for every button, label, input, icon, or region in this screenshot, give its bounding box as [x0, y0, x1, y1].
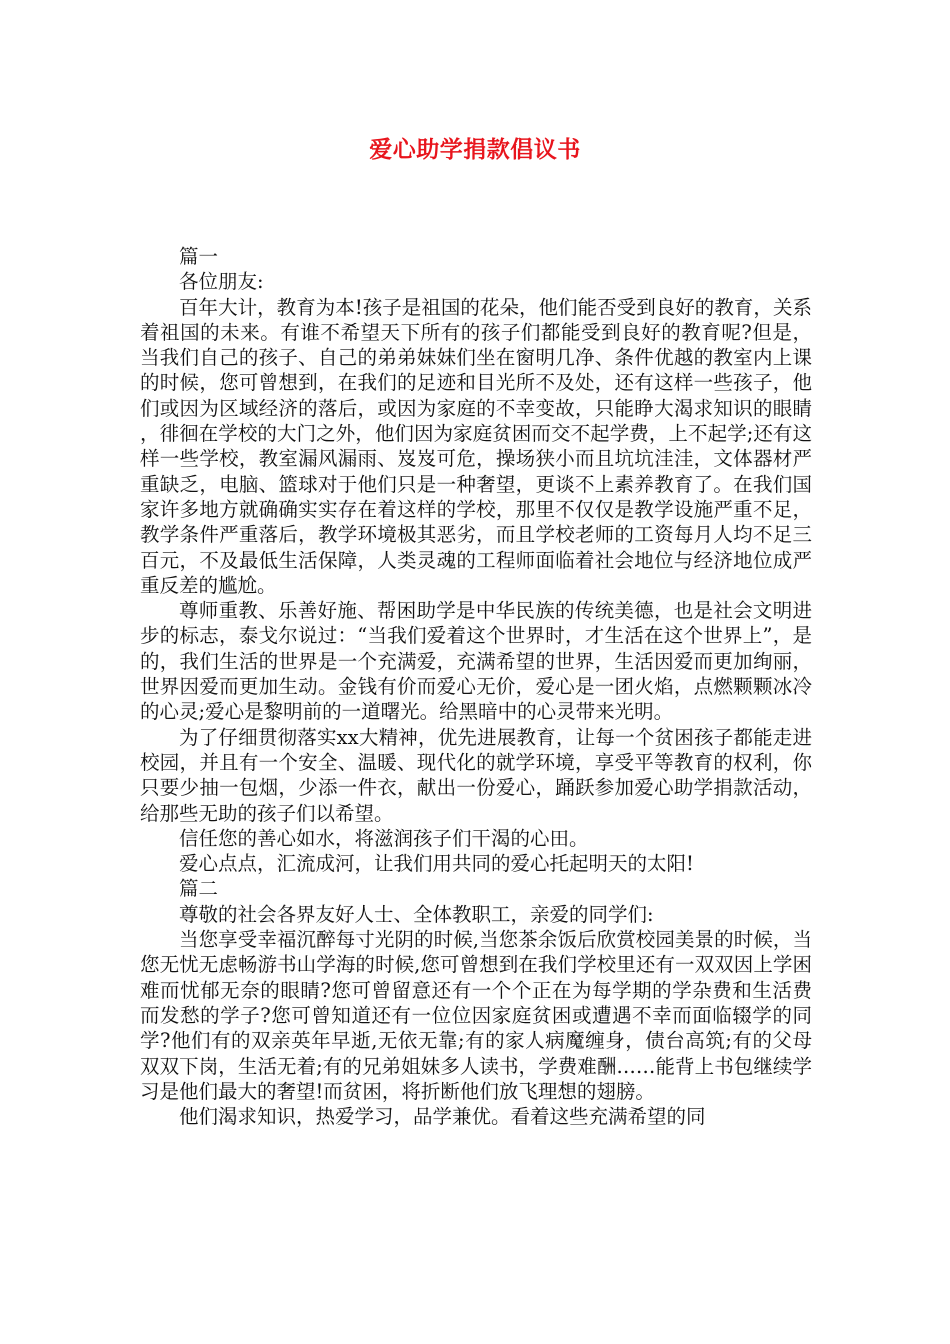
salutation-1: 各位朋友:	[179, 270, 264, 294]
section-heading-2: 篇二	[179, 877, 219, 901]
document-body	[140, 244, 812, 1129]
paragraph-2: 尊师重教、乐善好施、帮困助学是中华民族的传统美德，也是社会文明进步的标志，泰戈尔说过：“当我们爱着这个世界时，才生活在这个世界上”，是的，我们生活的世界是一个充满爱，充满希望的世界，生活因爱而更加绚丽，世界因爱而更加生动。金钱有价而爱心无价，爱心是一团火焰，点燃颗颗冰冷的心灵;爱心是黎明前的一道曙光。给黑暗中的心灵带来光明。	[140, 599, 812, 724]
section-heading-1: 篇一	[179, 245, 219, 268]
document-title: 爱心助学捐款倡议书	[369, 137, 581, 163]
salutation-2: 尊敬的社会各界友好人士、全体教职工，亲爱的同学们:	[179, 902, 654, 926]
paragraph-4: 信任您的善心如水，将滋润孩子们干渴的心田。	[179, 826, 589, 850]
paragraph-3: 为了仔细贯彻落实xx大精神，优先进展教育，让每一个贫困孩子都能走进校园，并且有一个安全、温暖、现代化的就学环境，享受平等教育的权利，你只要少抽一包烟，少添一件衣，献出一份爱心，踊跃参加爱心助学捐款活动，给那些无助的孩子们以希望。	[140, 725, 812, 825]
paragraph-7: 他们渴求知识，热爱学习，品学兼优。看着这些充满希望的同	[179, 1105, 706, 1129]
paragraph-5: 爱心点点，汇流成河，让我们用共同的爱心托起明天的太阳!	[179, 852, 694, 876]
paragraph-6: 当您享受幸福沉醉每寸光阴的时候,当您茶余饭后欣赏校园美景的时候，当您无忧无虑畅游书山学海的时候,您可曾想到在我们学校里还有一双双因上学困难而忧郁无奈的眼睛?您可曾留意还有一个个正在为每学期的学杂费和生活费而发愁的学子?您可曾知道还有一位位因家庭贫困或遭遇不幸而面临辍学的同学?他们有的双亲英年早逝,无依无靠;有的家人病魔缠身，债台高筑;有的父母双双下岗，生活无着;有的兄弟姐妹多人读书，学费难酬……能背上书包继续学习是他们最大的奢望!而贫困，将折断他们放飞理想的翅膀。	[140, 928, 812, 1103]
paragraph-1: 百年大计，教育为本!孩子是祖国的花朵，他们能否受到良好的教育，关系着祖国的未来。有谁不希望天下所有的孩子们都能受到良好的教育呢?但是，当我们自己的孩子、自己的弟弟妹妹们坐在窗明几净、条件优越的教室内上课的时候，您可曾想到，在我们的足迹和目光所不及处，还有这样一些孩子，他们或因为区域经济的落后，或因为家庭的不幸变故，只能睁大渴求知识的眼睛，徘徊在学校的大门之外，他们因为家庭贫困而交不起学费，上不起学;还有这样一些学校，教室漏风漏雨、岌岌可危，操场狭小而且坑坑洼洼，文体器材严重缺乏，电脑、篮球对于他们只是一种奢望，更谈不上素养教育了。在我们国家许多地方就确确实实存在着这样的学校，那里不仅仅是教学设施严重不足，教学条件严重落后，教学环境极其恶劣，而且学校老师的工资每月人均不足三百元，不及最低生活保障，人类灵魂的工程师面临着社会地位与经济地位成严重反差的尴尬。	[140, 295, 812, 597]
